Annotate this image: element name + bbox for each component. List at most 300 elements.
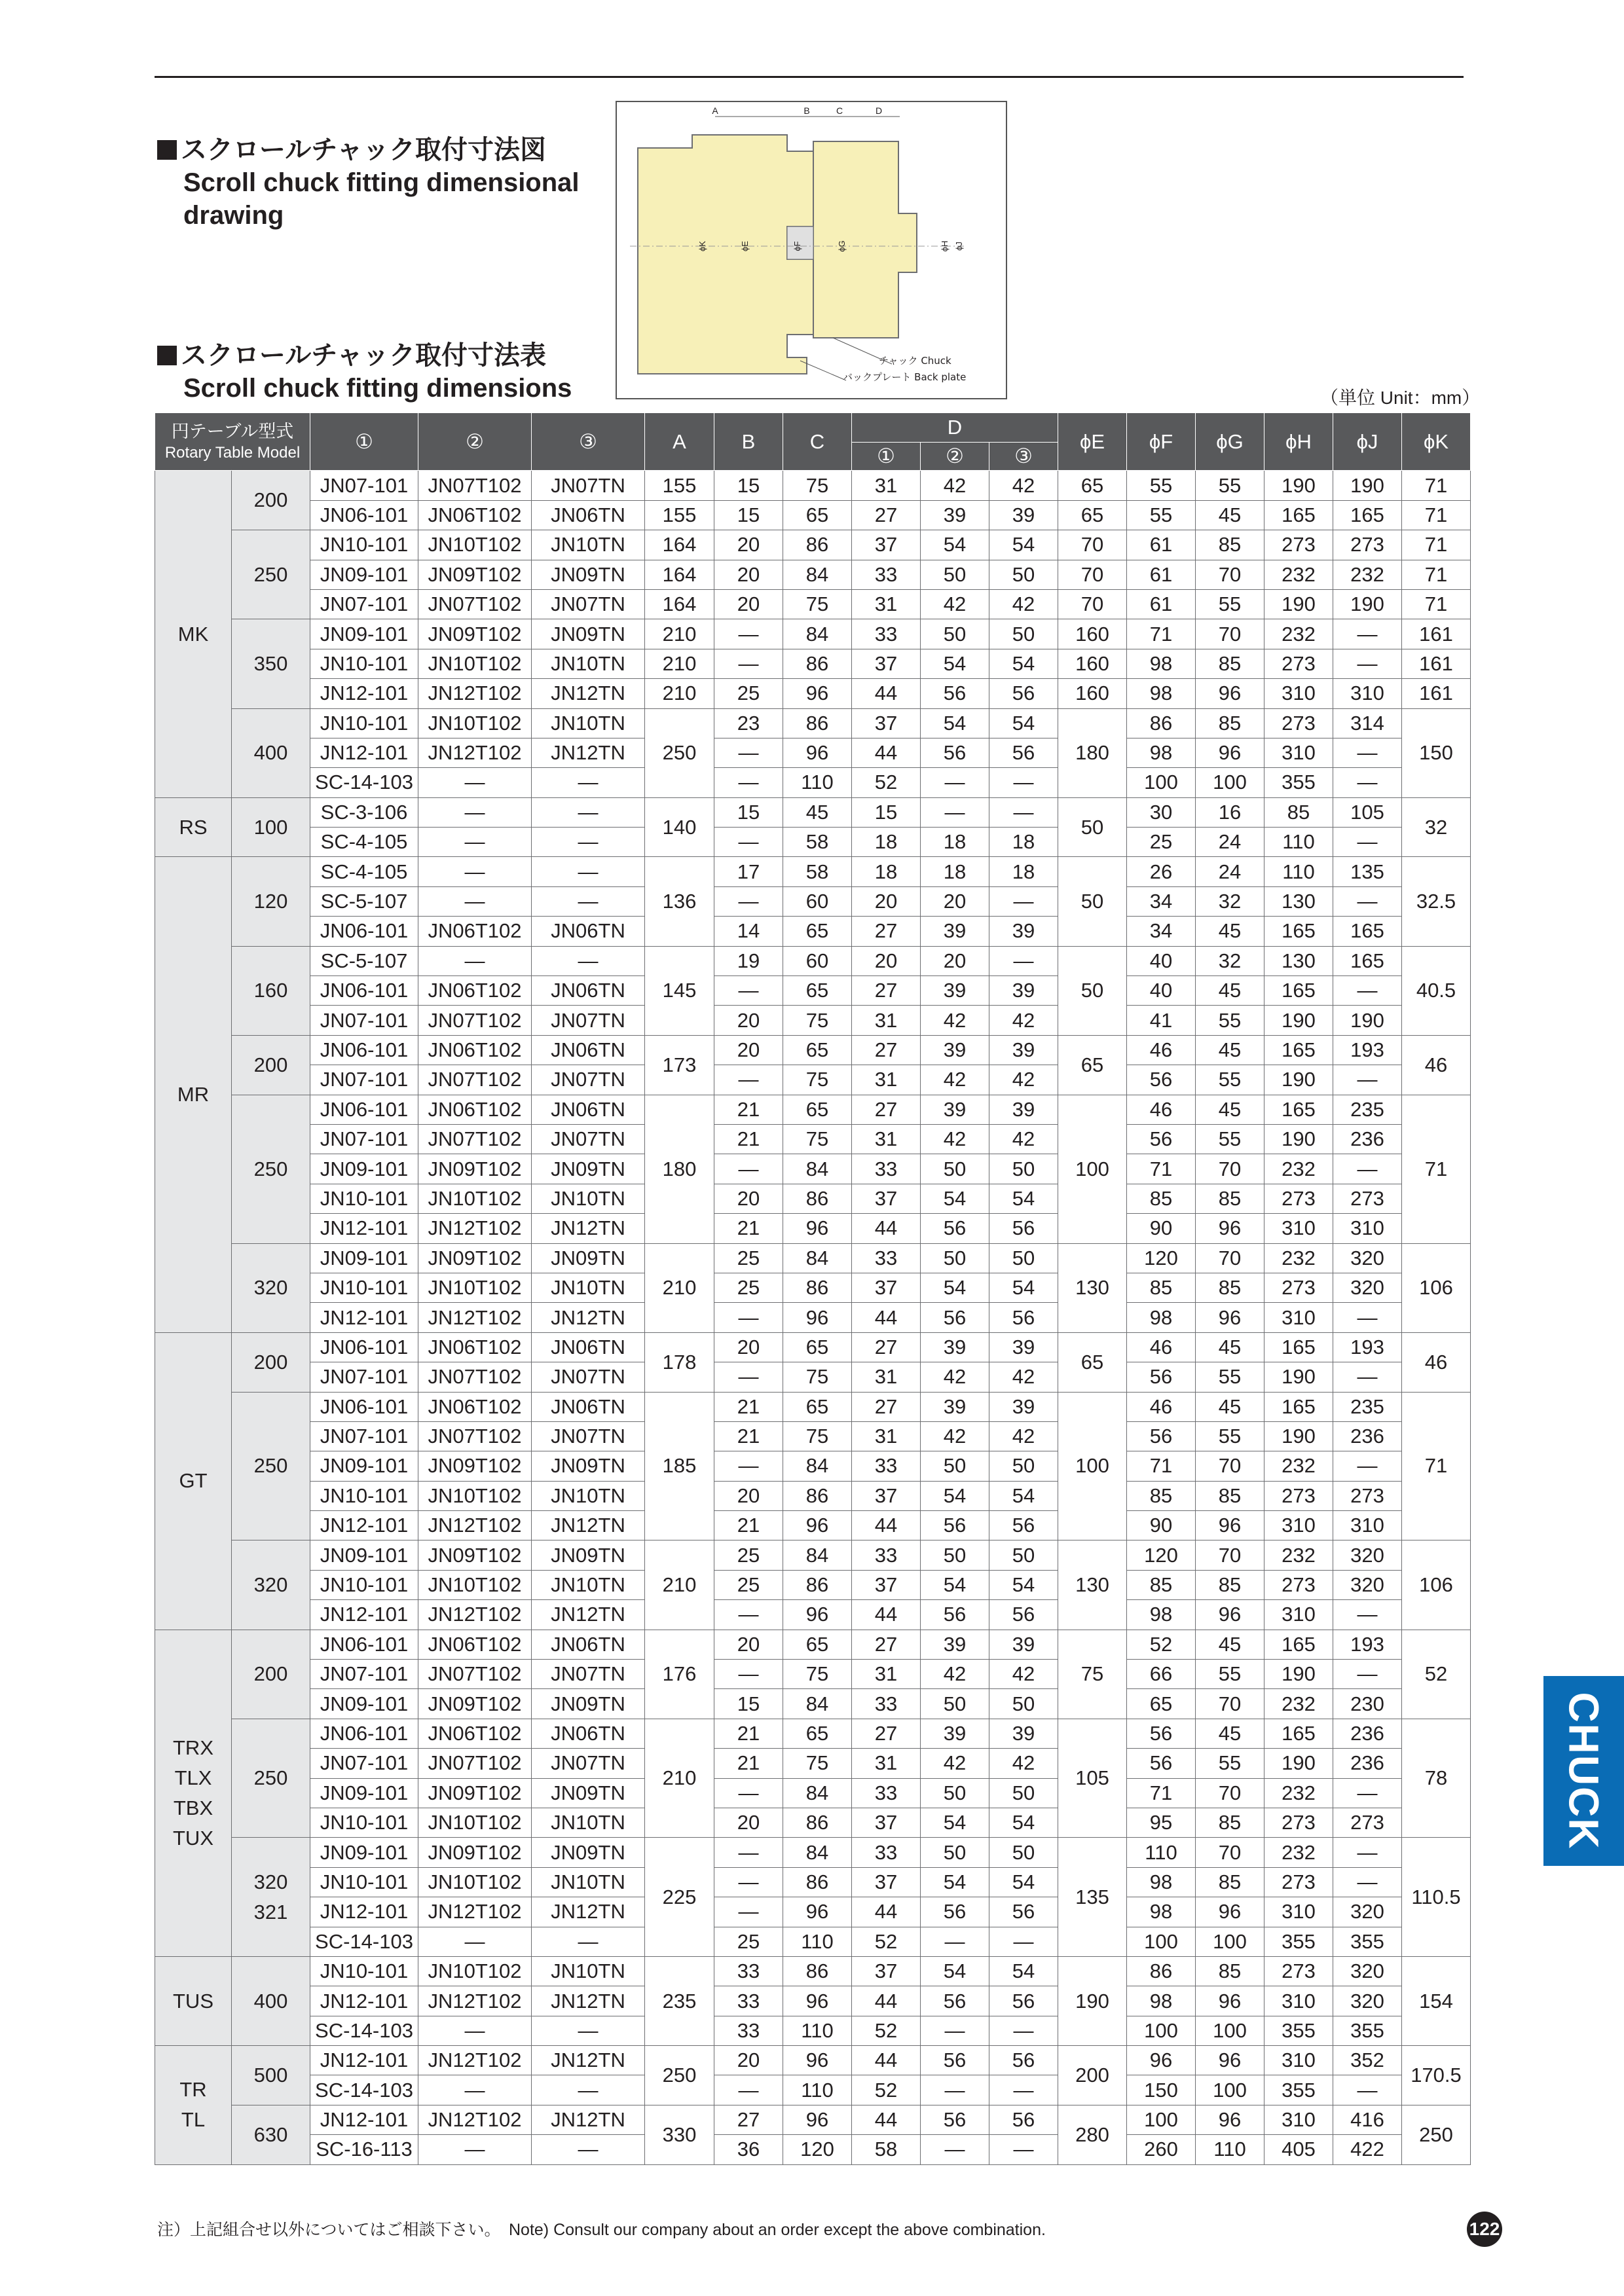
value-cell: JN10TN: [532, 1481, 645, 1510]
value-cell: 16: [1196, 797, 1264, 827]
value-cell: JN09TN: [532, 1778, 645, 1808]
value-cell: —: [1333, 976, 1402, 1006]
value-cell: 42: [921, 1660, 989, 1689]
value-cell: JN09TN: [532, 1154, 645, 1184]
value-cell: 90: [1127, 1214, 1196, 1243]
table-body: [155, 471, 1471, 2164]
series-cell: MK: [155, 471, 232, 797]
value-cell: JN06TN: [532, 1719, 645, 1748]
value-cell: SC-14-103: [310, 768, 418, 797]
value-cell: SC-14-103: [310, 2075, 418, 2105]
value-cell: 54: [921, 1273, 989, 1302]
value-cell: 273: [1264, 1184, 1333, 1213]
size-cell: 630: [232, 2105, 310, 2164]
table-row: [155, 1778, 1471, 1808]
value-cell: 210: [645, 679, 714, 708]
value-cell: 45: [1196, 1095, 1264, 1124]
value-cell: JN09-101: [310, 560, 418, 589]
value-cell: 190: [1264, 1749, 1333, 1778]
value-cell: 154: [1402, 1956, 1471, 2045]
value-cell: —: [1333, 1451, 1402, 1481]
value-cell: 18: [989, 828, 1058, 857]
value-cell: 320: [1333, 1570, 1402, 1599]
value-cell: 65: [1058, 500, 1127, 530]
value-cell: 180: [1058, 708, 1127, 797]
table-row: [155, 2105, 1471, 2134]
value-cell: 33: [852, 619, 921, 649]
header-cell: ϕG: [1196, 413, 1264, 471]
value-cell: 42: [989, 1660, 1058, 1689]
value-cell: 235: [1333, 1392, 1402, 1421]
value-cell: 70: [1196, 619, 1264, 649]
table-header: [155, 413, 1471, 471]
value-cell: —: [714, 1778, 783, 1808]
value-cell: 352: [1333, 2046, 1402, 2075]
value-cell: —: [1333, 1778, 1402, 1808]
value-cell: 17: [714, 857, 783, 886]
value-cell: 21: [714, 1095, 783, 1124]
value-cell: —: [418, 886, 532, 916]
value-cell: 100: [1127, 768, 1196, 797]
value-cell: 44: [852, 738, 921, 767]
value-cell: 110: [1264, 828, 1333, 857]
value-cell: JN09T102: [418, 560, 532, 589]
value-cell: 98: [1127, 679, 1196, 708]
value-cell: 236: [1333, 1749, 1402, 1778]
value-cell: 56: [989, 1511, 1058, 1540]
value-cell: JN06TN: [532, 1630, 645, 1659]
value-cell: 42: [921, 471, 989, 500]
fitting-drawing: [616, 101, 1007, 399]
square-bullet-icon: [157, 346, 177, 365]
value-cell: 58: [852, 2135, 921, 2164]
value-cell: JN06T102: [418, 1719, 532, 1748]
value-cell: 50: [921, 1451, 989, 1481]
value-cell: 33: [852, 560, 921, 589]
value-cell: 54: [989, 1808, 1058, 1837]
value-cell: —: [418, 946, 532, 975]
header-model-jp: 円テーブル型式: [171, 421, 294, 441]
value-cell: —: [714, 1897, 783, 1927]
value-cell: 130: [1058, 1540, 1127, 1630]
value-cell: 54: [921, 1956, 989, 1986]
value-cell: 105: [1058, 1719, 1127, 1838]
value-cell: 85: [1127, 1184, 1196, 1213]
value-cell: 75: [1058, 1630, 1127, 1719]
value-cell: —: [1333, 738, 1402, 767]
value-cell: 56: [921, 2105, 989, 2134]
value-cell: JN06TN: [532, 976, 645, 1006]
value-cell: 18: [852, 828, 921, 857]
value-cell: —: [532, 768, 645, 797]
value-cell: 39: [921, 500, 989, 530]
value-cell: 20: [714, 1006, 783, 1035]
header-cell: B: [714, 413, 783, 471]
value-cell: 52: [852, 2016, 921, 2045]
value-cell: —: [989, 2016, 1058, 2045]
value-cell: JN10T102: [418, 1956, 532, 1986]
value-cell: 273: [1333, 530, 1402, 560]
value-cell: JN10TN: [532, 530, 645, 560]
value-cell: 355: [1264, 1927, 1333, 1956]
value-cell: 96: [783, 1303, 852, 1332]
value-cell: 65: [1058, 1332, 1127, 1392]
drawing-heading-en2: drawing: [183, 201, 284, 230]
value-cell: 75: [783, 1749, 852, 1778]
value-cell: 310: [1264, 1214, 1333, 1243]
table-row: [155, 1095, 1471, 1124]
value-cell: 193: [1333, 1035, 1402, 1065]
value-cell: 55: [1196, 1006, 1264, 1035]
value-cell: 164: [645, 560, 714, 589]
table-row: [155, 1511, 1471, 1540]
value-cell: 40: [1127, 946, 1196, 975]
table-row: [155, 1867, 1471, 1897]
table-row: [155, 1838, 1471, 1867]
value-cell: 173: [645, 1035, 714, 1095]
value-cell: JN06-101: [310, 1392, 418, 1421]
value-cell: 150: [1127, 2075, 1196, 2105]
value-cell: 20: [714, 2046, 783, 2075]
value-cell: 232: [1333, 560, 1402, 589]
value-cell: 37: [852, 1481, 921, 1510]
table-row: [155, 1214, 1471, 1243]
value-cell: 54: [989, 1481, 1058, 1510]
unit-note: （単位 Unit：mm）: [1320, 388, 1481, 408]
value-cell: 85: [1196, 708, 1264, 738]
value-cell: 422: [1333, 2135, 1402, 2164]
value-cell: 250: [645, 708, 714, 797]
value-cell: 310: [1264, 738, 1333, 767]
value-cell: 86: [783, 649, 852, 678]
value-cell: 120: [1127, 1540, 1196, 1570]
value-cell: —: [1333, 619, 1402, 649]
value-cell: 20: [921, 886, 989, 916]
size-cell: 250: [232, 1095, 310, 1243]
value-cell: 96: [1196, 1600, 1264, 1630]
value-cell: 52: [852, 768, 921, 797]
value-cell: 96: [783, 1986, 852, 2016]
value-cell: 75: [783, 1362, 852, 1392]
value-cell: 31: [852, 1065, 921, 1095]
value-cell: 27: [852, 1719, 921, 1748]
value-cell: JN09TN: [532, 1540, 645, 1570]
value-cell: 56: [989, 1303, 1058, 1332]
value-cell: 50: [989, 560, 1058, 589]
value-cell: 75: [783, 1006, 852, 1035]
value-cell: JN10TN: [532, 1273, 645, 1302]
table-row: [155, 1421, 1471, 1451]
dim-label: ϕE: [740, 241, 750, 251]
value-cell: 210: [645, 1719, 714, 1838]
value-cell: 33: [852, 1838, 921, 1867]
table-row: [155, 1303, 1471, 1332]
value-cell: 70: [1196, 1689, 1264, 1719]
value-cell: 33: [714, 1956, 783, 1986]
value-cell: JN10T102: [418, 1184, 532, 1213]
value-cell: 21: [714, 1392, 783, 1421]
value-cell: 405: [1264, 2135, 1333, 2164]
value-cell: —: [714, 1838, 783, 1867]
value-cell: 232: [1264, 1243, 1333, 1273]
value-cell: 110: [1196, 2135, 1264, 2164]
value-cell: 232: [1264, 619, 1333, 649]
value-cell: 140: [645, 797, 714, 857]
value-cell: 42: [921, 1749, 989, 1778]
value-cell: JN12T102: [418, 679, 532, 708]
drawing-heading-jp: スクロールチャック取付寸法図: [181, 135, 546, 165]
value-cell: 56: [1127, 1719, 1196, 1748]
size-cell: 100: [232, 797, 310, 857]
value-cell: 232: [1264, 1451, 1333, 1481]
dimensions-table: [155, 412, 1471, 2165]
value-cell: JN06-101: [310, 500, 418, 530]
value-cell: 44: [852, 1600, 921, 1630]
value-cell: 37: [852, 1570, 921, 1599]
dim-label: ϕH: [940, 240, 950, 252]
value-cell: 273: [1333, 1184, 1402, 1213]
value-cell: 236: [1333, 1719, 1402, 1748]
value-cell: 161: [1402, 679, 1471, 708]
value-cell: 33: [714, 2016, 783, 2045]
value-cell: —: [532, 2135, 645, 2164]
value-cell: 120: [783, 2135, 852, 2164]
value-cell: 96: [783, 738, 852, 767]
header-cell: C: [783, 413, 852, 471]
value-cell: 31: [852, 589, 921, 619]
value-cell: 61: [1127, 589, 1196, 619]
value-cell: JN10T102: [418, 1808, 532, 1837]
value-cell: 96: [1196, 1303, 1264, 1332]
value-cell: 39: [989, 917, 1058, 946]
value-cell: 50: [1058, 946, 1127, 1035]
value-cell: 320: [1333, 1243, 1402, 1273]
value-cell: —: [714, 1867, 783, 1897]
value-cell: SC-4-105: [310, 857, 418, 886]
value-cell: —: [418, 797, 532, 827]
value-cell: 54: [989, 1956, 1058, 1986]
value-cell: JN06-101: [310, 1630, 418, 1659]
value-cell: 70: [1196, 1451, 1264, 1481]
value-cell: 65: [1127, 1689, 1196, 1719]
value-cell: 37: [852, 649, 921, 678]
value-cell: 232: [1264, 1154, 1333, 1184]
value-cell: SC-5-107: [310, 946, 418, 975]
value-cell: 100: [1127, 2016, 1196, 2045]
size-cell: 320: [232, 1540, 310, 1630]
table-row: [155, 2135, 1471, 2164]
value-cell: —: [714, 2075, 783, 2105]
value-cell: 84: [783, 1838, 852, 1867]
value-cell: 15: [714, 471, 783, 500]
value-cell: SC-5-107: [310, 886, 418, 916]
dim-label: ϕJ: [954, 242, 964, 251]
value-cell: 165: [1264, 1719, 1333, 1748]
value-cell: JN06-101: [310, 917, 418, 946]
value-cell: JN06T102: [418, 1095, 532, 1124]
value-cell: JN12T102: [418, 1986, 532, 2016]
value-cell: JN12T102: [418, 1511, 532, 1540]
value-cell: 110: [783, 1927, 852, 1956]
value-cell: JN10T102: [418, 708, 532, 738]
value-cell: —: [532, 2016, 645, 2045]
value-cell: 55: [1127, 471, 1196, 500]
value-cell: 160: [1058, 679, 1127, 708]
value-cell: 45: [1196, 917, 1264, 946]
value-cell: 54: [921, 1867, 989, 1897]
value-cell: 56: [921, 1897, 989, 1927]
value-cell: 130: [1264, 946, 1333, 975]
value-cell: 320: [1333, 1897, 1402, 1927]
value-cell: 36: [714, 2135, 783, 2164]
table-row: [155, 917, 1471, 946]
dim-label: ϕK: [697, 241, 707, 251]
value-cell: 260: [1127, 2135, 1196, 2164]
value-cell: JN12TN: [532, 1986, 645, 2016]
value-cell: 164: [645, 589, 714, 619]
table-row: [155, 560, 1471, 589]
value-cell: JN09-101: [310, 1838, 418, 1867]
value-cell: JN10TN: [532, 1867, 645, 1897]
value-cell: —: [714, 1303, 783, 1332]
value-cell: JN12-101: [310, 1600, 418, 1630]
value-cell: JN10-101: [310, 1481, 418, 1510]
value-cell: 98: [1127, 1897, 1196, 1927]
table-row: [155, 500, 1471, 530]
table-row: [155, 828, 1471, 857]
value-cell: 110.5: [1402, 1838, 1471, 1957]
value-cell: JN09-101: [310, 619, 418, 649]
value-cell: —: [1333, 1600, 1402, 1630]
value-cell: JN06T102: [418, 1392, 532, 1421]
value-cell: JN09TN: [532, 1451, 645, 1481]
value-cell: 98: [1127, 649, 1196, 678]
table-row: [155, 649, 1471, 678]
value-cell: 273: [1264, 649, 1333, 678]
value-cell: 85: [1196, 1956, 1264, 1986]
value-cell: 27: [852, 1035, 921, 1065]
value-cell: —: [418, 1927, 532, 1956]
size-cell: 350: [232, 619, 310, 708]
value-cell: JN09T102: [418, 1243, 532, 1273]
header-cell: ϕH: [1264, 413, 1333, 471]
value-cell: 27: [852, 1095, 921, 1124]
value-cell: JN12-101: [310, 1897, 418, 1927]
value-cell: 50: [921, 560, 989, 589]
value-cell: 54: [989, 649, 1058, 678]
value-cell: 37: [852, 1184, 921, 1213]
value-cell: 165: [1333, 500, 1402, 530]
value-cell: 44: [852, 2046, 921, 2075]
value-cell: 165: [1264, 500, 1333, 530]
value-cell: —: [714, 886, 783, 916]
value-cell: 33: [852, 1778, 921, 1808]
value-cell: JN12-101: [310, 1214, 418, 1243]
value-cell: 190: [1333, 471, 1402, 500]
value-cell: JN12T102: [418, 1600, 532, 1630]
value-cell: 44: [852, 1897, 921, 1927]
value-cell: 310: [1264, 2046, 1333, 2075]
value-cell: 39: [989, 1095, 1058, 1124]
value-cell: JN12TN: [532, 738, 645, 767]
dim-label: ϕG: [837, 240, 847, 252]
value-cell: JN07-101: [310, 589, 418, 619]
value-cell: JN10T102: [418, 1570, 532, 1599]
value-cell: 19: [714, 946, 783, 975]
value-cell: 33: [852, 1451, 921, 1481]
dim-label: C: [836, 105, 843, 116]
value-cell: 98: [1127, 1986, 1196, 2016]
table-row: [155, 1986, 1471, 2016]
header-model: [155, 413, 310, 471]
value-cell: 355: [1264, 2075, 1333, 2105]
table-row: [155, 530, 1471, 560]
value-cell: 96: [1196, 2046, 1264, 2075]
value-cell: 20: [714, 1808, 783, 1837]
value-cell: 56: [989, 679, 1058, 708]
value-cell: 85: [1127, 1570, 1196, 1599]
value-cell: 50: [921, 1540, 989, 1570]
value-cell: 33: [852, 1154, 921, 1184]
value-cell: 78: [1402, 1719, 1471, 1838]
value-cell: —: [418, 2016, 532, 2045]
value-cell: 32: [1402, 797, 1471, 857]
value-cell: 42: [921, 1065, 989, 1095]
back-plate-label: バックプレート Back plate: [843, 371, 967, 383]
value-cell: 273: [1264, 530, 1333, 560]
value-cell: 41: [1127, 1006, 1196, 1035]
value-cell: 250: [645, 2046, 714, 2105]
value-cell: 100: [1196, 768, 1264, 797]
value-cell: 52: [852, 2075, 921, 2105]
value-cell: —: [1333, 1303, 1402, 1332]
value-cell: 40: [1127, 976, 1196, 1006]
value-cell: 85: [1196, 1481, 1264, 1510]
value-cell: 54: [989, 1570, 1058, 1599]
value-cell: JN10-101: [310, 649, 418, 678]
value-cell: 58: [783, 857, 852, 886]
value-cell: 85: [1127, 1273, 1196, 1302]
value-cell: 210: [645, 1243, 714, 1332]
value-cell: JN07TN: [532, 1660, 645, 1689]
value-cell: 85: [1196, 1273, 1264, 1302]
value-cell: 55: [1196, 1124, 1264, 1154]
value-cell: —: [532, 828, 645, 857]
table-row: [155, 1065, 1471, 1095]
value-cell: JN06T102: [418, 976, 532, 1006]
value-cell: 25: [714, 679, 783, 708]
value-cell: 42: [921, 1006, 989, 1035]
value-cell: 42: [989, 589, 1058, 619]
value-cell: 75: [783, 1660, 852, 1689]
value-cell: 165: [1264, 1332, 1333, 1362]
value-cell: 273: [1264, 708, 1333, 738]
size-cell: 200: [232, 1332, 310, 1392]
value-cell: 27: [714, 2105, 783, 2134]
value-cell: 25: [714, 1540, 783, 1570]
value-cell: 75: [783, 1124, 852, 1154]
value-cell: —: [1333, 649, 1402, 678]
value-cell: —: [714, 649, 783, 678]
value-cell: JN07TN: [532, 1421, 645, 1451]
value-cell: 200: [1058, 2046, 1127, 2105]
value-cell: —: [714, 1600, 783, 1630]
value-cell: —: [714, 1362, 783, 1392]
table-row: [155, 1451, 1471, 1481]
value-cell: 33: [852, 1689, 921, 1719]
value-cell: 54: [921, 1808, 989, 1837]
size-cell: 250: [232, 1392, 310, 1540]
